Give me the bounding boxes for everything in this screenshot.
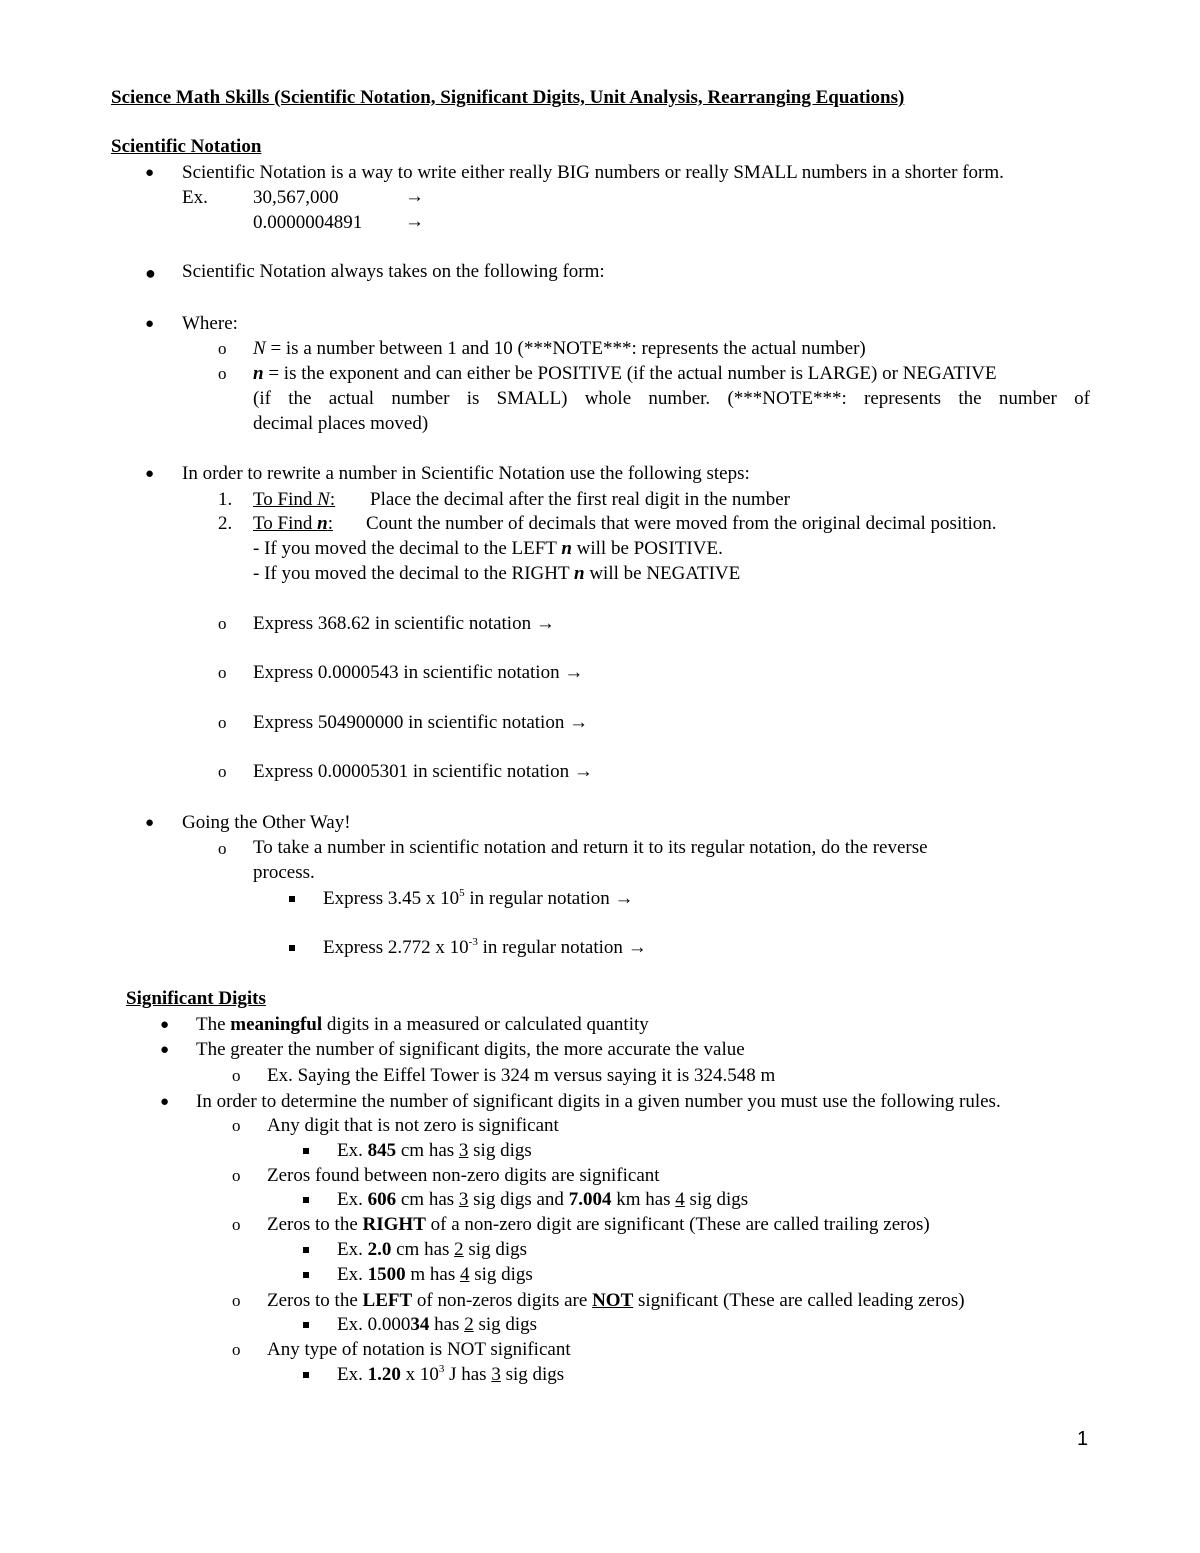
circle-bullet-icon: o	[232, 1066, 241, 1085]
rule-between-zeros-example: Ex. 606 cm has 3 sig digs and 7.004 km has 4 sig digs	[337, 1189, 749, 1210]
rule-trailing-zeros: Zeros to the RIGHT of a non-zero digit are significant (These are called trailing zeros)	[267, 1214, 930, 1235]
circle-bullet-icon: o	[218, 339, 227, 358]
rule-nonzero-example: Ex. 845 cm has 3 sig digs	[337, 1140, 532, 1161]
sig-rules-intro: In order to determine the number of significant digits in a given number you must use the following rules.	[196, 1091, 1001, 1112]
circle-bullet-icon: o	[218, 713, 227, 732]
circle-bullet-icon: o	[232, 1291, 241, 1310]
rule-between-zeros: Zeros found between non-zero digits are significant	[267, 1165, 660, 1186]
document-title: Science Math Skills (Scientific Notation, Significant Digits, Unit Analysis, Rearranging Equations)	[111, 87, 905, 108]
eiffel-example: Ex. Saying the Eiffel Tower is 324 m versus saying it is 324.548 m	[267, 1065, 776, 1086]
circle-bullet-icon: o	[218, 663, 227, 682]
bullet-icon: ●	[160, 1042, 170, 1058]
page-number: 1	[1077, 1428, 1089, 1450]
circle-bullet-icon: o	[218, 364, 227, 383]
square-bullet-icon	[303, 1372, 309, 1378]
reverse-example-2: Express 2.772 x $10^{-3}$ in regular notation →	[323, 936, 647, 958]
rule-leading-zeros-example: Ex. 0.00034 has 2 sig digs	[337, 1314, 538, 1335]
sig-bullet-accuracy: The greater the number of significant digits, the more accurate the value	[196, 1039, 745, 1060]
circle-bullet-icon: o	[232, 1340, 241, 1359]
circle-bullet-icon: o	[218, 839, 227, 858]
other-way: Going the Other Way!	[182, 812, 351, 833]
section-heading-significant-digits: Significant Digits	[126, 988, 266, 1009]
square-bullet-icon	[303, 1148, 309, 1154]
sci-form: Scientific Notation always takes on the following form:	[182, 261, 605, 282]
step-1-label: To Find N:	[253, 489, 336, 510]
arrow-icon: →	[564, 662, 584, 683]
arrow-icon: →	[627, 937, 647, 958]
arrow-icon: →	[405, 211, 424, 232]
bullet-icon: ●	[145, 165, 155, 181]
circle-bullet-icon: o	[232, 1166, 241, 1185]
reverse-text-line-2: process.	[253, 862, 315, 883]
arrow-icon: →	[573, 761, 593, 782]
circle-bullet-icon: o	[218, 614, 227, 633]
n-definition-line-3: decimal places moved)	[253, 413, 429, 434]
arrow-icon: →	[614, 888, 634, 909]
rule-notation: Any type of notation is NOT significant	[267, 1339, 571, 1360]
N-definition: N = is a number between 1 and 10 (***NOTE***: represents the actual number)	[253, 338, 866, 359]
square-bullet-icon	[303, 1247, 309, 1253]
section-heading-scientific-notation: Scientific Notation	[111, 136, 262, 157]
reverse-example-1: Express 3.45 x $10^5$ in regular notation →	[323, 887, 634, 909]
bullet-icon: ●	[145, 466, 155, 482]
circle-bullet-icon: o	[218, 762, 227, 781]
n-definition-line-1: n = is the exponent and can either be POSITIVE (if the actual number is LARGE) or NEGATIVE	[253, 363, 997, 384]
step-2-text: Count the number of decimals that were moved from the original decimal position.	[366, 513, 997, 534]
rule-leading-zeros: Zeros to the LEFT of non-zeros digits are NOT significant (These are called leading zeros)	[267, 1290, 965, 1311]
right-rule: - If you moved the decimal to the RIGHT n will be NEGATIVE	[253, 563, 741, 584]
reverse-text-line-1: To take a number in scientific notation and return it to its regular notation, do the reverse	[253, 837, 928, 858]
sci-intro: Scientific Notation is a way to write either really BIG numbers or really SMALL numbers in a shorter form.	[182, 162, 1004, 183]
bullet-icon: ●	[160, 1017, 170, 1033]
rule-trailing-zeros-example-1: Ex. 2.0 cm has 2 sig digs	[337, 1239, 528, 1260]
arrow-icon: →	[569, 712, 589, 733]
square-bullet-icon	[289, 945, 295, 951]
bullet-icon: ●	[145, 815, 155, 831]
step-2-label: To Find n:	[253, 513, 333, 534]
practice-item: Express 0.0000543 in scientific notation →	[253, 662, 584, 683]
practice-item: Express 504900000 in scientific notation →	[253, 712, 589, 733]
left-rule: - If you moved the decimal to the LEFT n will be POSITIVE.	[253, 538, 723, 559]
bullet-icon: ●	[145, 316, 155, 332]
circle-bullet-icon: o	[232, 1215, 241, 1234]
bullet-icon: ●	[160, 1094, 170, 1110]
step-2-number: 2.	[218, 513, 233, 534]
practice-item: Express 368.62 in scientific notation →	[253, 613, 555, 634]
example-label: Ex.	[182, 187, 208, 208]
n-definition-line-2: (if the actual number is SMALL) whole number. (***NOTE***: represents the number of	[253, 388, 1090, 409]
square-bullet-icon	[303, 1272, 309, 1278]
rule-trailing-zeros-example-2: Ex. 1500 m has 4 sig digs	[337, 1264, 533, 1285]
square-bullet-icon	[303, 1322, 309, 1328]
bullet-icon: ●	[145, 263, 156, 283]
square-bullet-icon	[289, 896, 295, 902]
steps-intro: In order to rewrite a number in Scientific Notation use the following steps:	[182, 463, 750, 484]
arrow-icon: →	[405, 186, 424, 207]
where-label: Where:	[182, 313, 238, 334]
rule-notation-example: Ex. 1.20 x $10^3$ J has 3 sig digs	[337, 1363, 565, 1385]
circle-bullet-icon: o	[232, 1116, 241, 1135]
step-1-text: Place the decimal after the first real digit in the number	[370, 489, 790, 510]
example-value-small: 0.0000004891	[253, 212, 363, 233]
sig-bullet-meaningful: The meaningful digits in a measured or calculated quantity	[196, 1014, 649, 1035]
rule-nonzero: Any digit that is not zero is significant	[267, 1115, 559, 1136]
step-1-number: 1.	[218, 489, 233, 510]
arrow-icon: →	[535, 613, 555, 634]
example-value-large: 30,567,000	[253, 187, 339, 208]
practice-item: Express 0.00005301 in scientific notation →	[253, 761, 593, 782]
square-bullet-icon	[303, 1197, 309, 1203]
